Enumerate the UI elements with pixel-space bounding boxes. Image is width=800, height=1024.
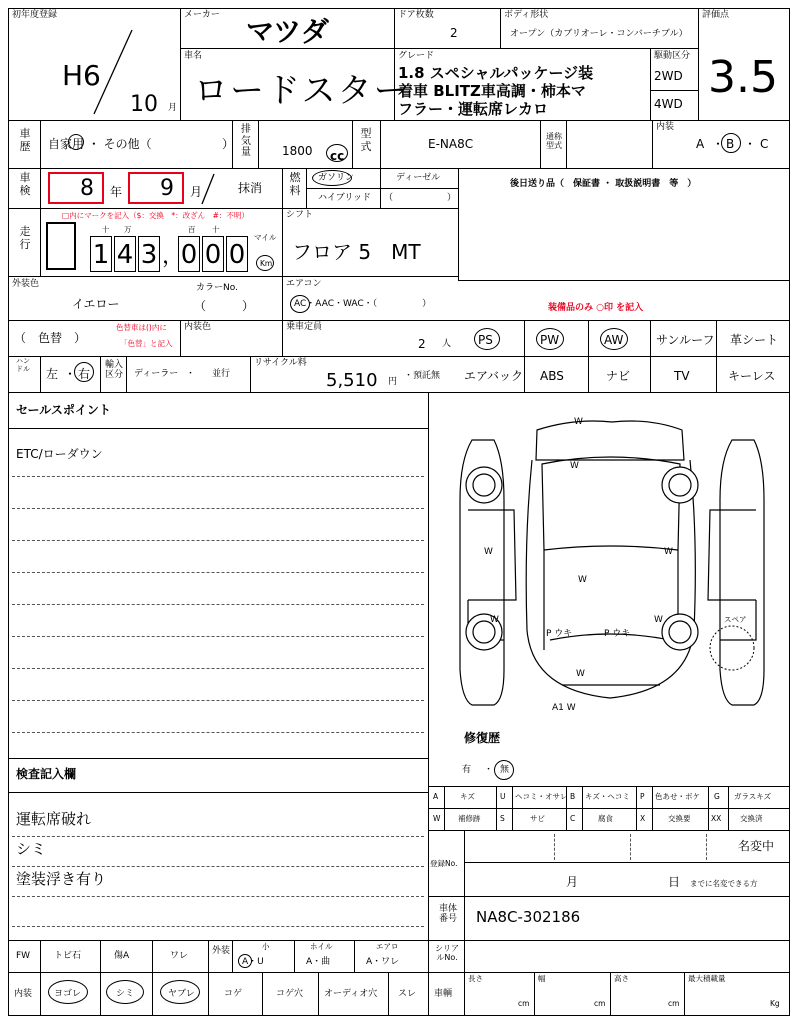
mileage-prefix-box — [46, 222, 76, 270]
mileage-note: □内にマークを記入（$：交換 *：改ざん #：不明） — [62, 211, 249, 220]
doors-value: 2 — [450, 26, 458, 40]
grade-line-3: フラー・運転席レカロ — [398, 100, 549, 118]
model-label: 型式 — [360, 127, 372, 153]
mileage-digit: 0 — [202, 236, 224, 272]
diagram-mark: W — [490, 615, 499, 625]
check-item: 塗装浮き有り — [16, 870, 107, 888]
diagram-mark: W — [574, 417, 583, 427]
inspection-label: 車検 — [19, 171, 31, 197]
body-value: オープン（カブリオーレ・コンバーチブル） — [510, 29, 688, 39]
handle-right: 右 — [78, 367, 91, 381]
model-value: E-NA8C — [428, 137, 474, 151]
interior-damage-spot: シミ — [116, 989, 135, 999]
aircon-value: AC・AAC・WAC・（ ） — [294, 299, 432, 309]
reg-label: 初年度登録 — [12, 10, 58, 20]
car-name: ロードスター — [194, 71, 410, 111]
reg-month: 10 — [130, 92, 158, 117]
interior-b: B — [726, 137, 735, 151]
equipment-aw: AW — [604, 333, 624, 347]
reg-era: H6 — [62, 59, 101, 92]
inspection-year: 8 — [80, 176, 94, 201]
inspection-month-box — [128, 172, 184, 204]
grade-line-1: 1.8 スペシャルパッケージ装 — [398, 64, 594, 82]
mileage-digit: 4 — [114, 236, 136, 272]
fuel-label: 燃料 — [289, 171, 301, 197]
mileage-digit: 0 — [178, 236, 200, 272]
mileage-km: Km — [260, 259, 273, 268]
diagram-mark: P ウキ — [604, 629, 631, 639]
interior-damage-tear: ヤブレ — [168, 989, 195, 999]
repair-label: 修復歴 — [464, 731, 501, 745]
repaint-value: （ 色替 ） — [14, 331, 87, 345]
diagram-mark: W — [484, 547, 493, 557]
car-damage-diagram — [432, 400, 788, 720]
mileage-label: 走行 — [19, 225, 31, 251]
diagram-mark: W — [664, 547, 673, 557]
check-item: 運転席破れ — [16, 810, 92, 828]
displacement-label: 排気量 — [241, 124, 251, 158]
mileage-digit: 1 — [90, 236, 112, 272]
diagram-mark: W — [570, 461, 579, 471]
docs-text: 後日送り品（ 保証書 ・ 取扱説明書 等 ） — [510, 179, 697, 189]
check-label: 検査記入欄 — [16, 767, 77, 781]
inspection-month: 9 — [160, 176, 174, 201]
diagram-mark: P ウキ — [546, 629, 573, 639]
diagram-mark: A1 W — [552, 703, 576, 713]
history-value: 自家用 ・ その他（ — [48, 137, 152, 151]
repair-no: 無 — [500, 765, 510, 775]
recycle-value: 5,510 — [326, 370, 378, 391]
score-value: 3.5 — [708, 52, 778, 103]
vin-value: NA8C-302186 — [476, 908, 581, 926]
mileage-digit: 3 — [138, 236, 160, 272]
sales-label: セールスポイント — [16, 403, 111, 417]
capacity-value: 2 — [418, 337, 426, 351]
inspection-year-box — [48, 172, 104, 204]
exterior-color-value: イエロー — [72, 297, 120, 311]
grade-line-2: 着車 BLITZ車高調・柿本マ — [398, 82, 586, 100]
diagram-mark: W — [654, 615, 663, 625]
equipment-note: 装備品のみ ○印 を記入 — [548, 303, 644, 313]
diagram-mark: W — [576, 669, 585, 679]
maker-value: マツダ — [246, 15, 329, 48]
drive-4wd: 4WD — [654, 97, 683, 111]
fuel-gasoline: ガソリン — [318, 173, 355, 183]
sales-text: ETC/ローダウン — [16, 447, 103, 461]
diagram-mark: W — [578, 575, 587, 585]
history-label: 車歴 — [19, 127, 31, 153]
history-circle — [68, 134, 84, 150]
interior-damage-stain: ヨゴレ — [54, 989, 82, 999]
displacement-value: 1800 — [282, 144, 313, 158]
inspection-cancel: 抹消 — [238, 181, 263, 195]
mileage-digit: 0 — [226, 236, 248, 272]
equipment-ps: PS — [478, 333, 493, 347]
drive-2wd: 2WD — [654, 69, 683, 83]
shift-value: フロア 5 MT — [292, 240, 421, 264]
equipment-pw: PW — [540, 333, 560, 347]
check-item: シミ — [16, 840, 47, 858]
